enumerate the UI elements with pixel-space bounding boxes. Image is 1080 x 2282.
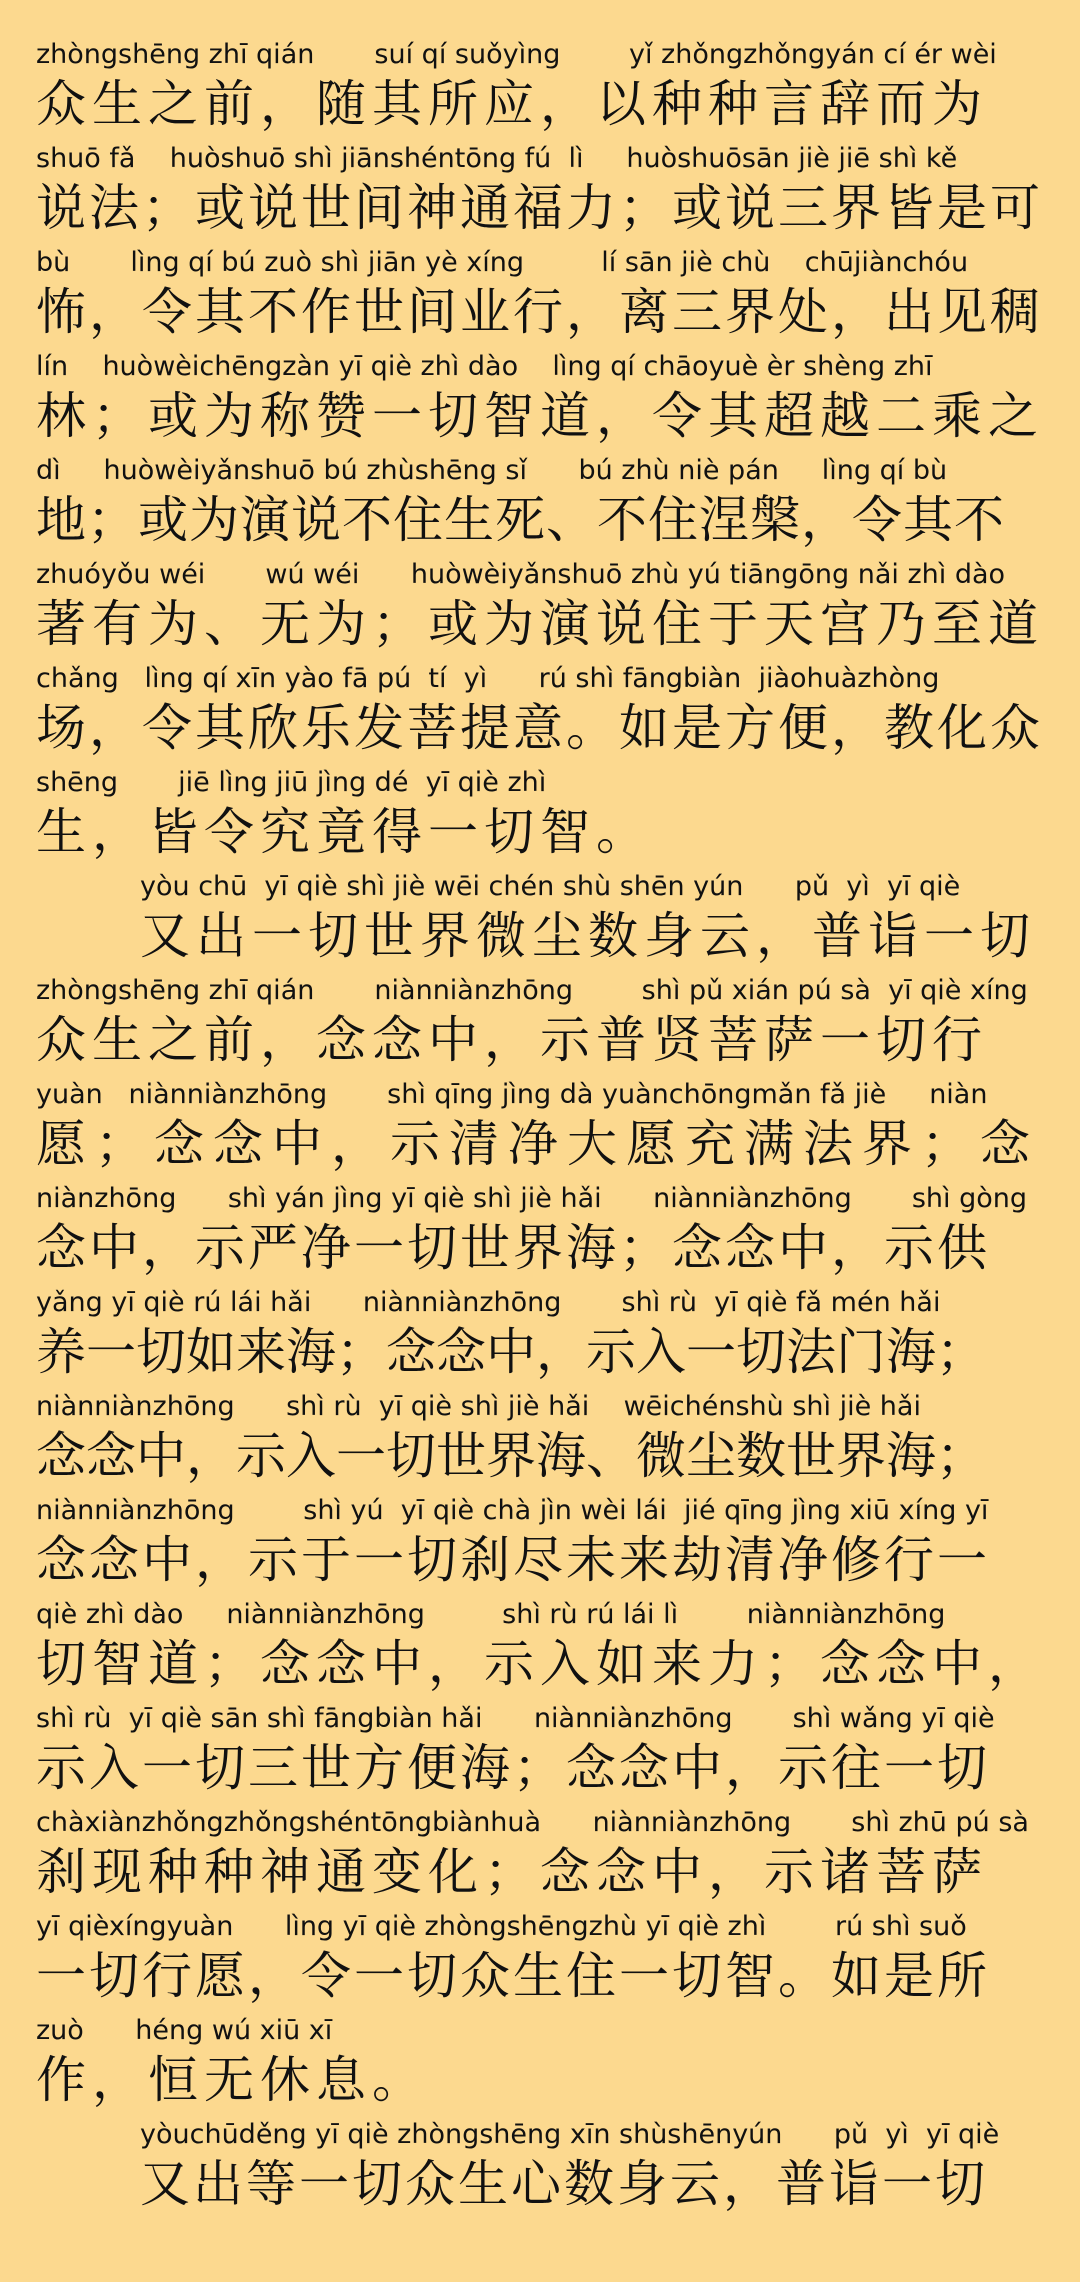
pinyin-line-17: shì rù yī qiè sān shì fāngbiàn hǎi niànniànzhōng shì wǎng yī qiè [36, 1703, 995, 1734]
pinyin-line-18: chàxiànzhǒngzhǒngshéntōngbiànhuà niànniànzhōng shì zhū pú sà [36, 1807, 1029, 1838]
hanzi-line-11: 愿；念念中，示清净大愿充满法界；念 [36, 1115, 1039, 1173]
pinyin-line-12: niànzhōng shì yán jìng yī qiè shì jiè hǎi niànniànzhōng shì gòng [36, 1183, 1027, 1214]
hanzi-line-17: 示入一切三世方便海；念念中，示往一切 [36, 1739, 990, 1797]
text-line-14 [36, 1392, 1044, 1496]
text-line-9 [140, 872, 1044, 976]
pinyin-line-11: yuàn niànniànzhōng shì qīng jìng dà yuànchōngmǎn fǎ jiè niàn [36, 1079, 988, 1110]
pinyin-line-1: zhòngshēng zhī qián suí qí suǒyìng yǐ zhǒngzhǒngyán cí ér wèi [36, 39, 997, 70]
text-line-8 [36, 768, 1044, 872]
text-line-7 [36, 664, 1044, 768]
pinyin-line-21: yòuchūděng yī qiè zhòngshēng xīn shùshēnyún pǔ yì yī qiè [140, 2119, 1000, 2150]
hanzi-line-2: 说法；或说世间神通福力；或说三界皆是可 [36, 179, 1043, 237]
hanzi-line-7: 场，令其欣乐发菩提意。如是方便，教化众 [36, 699, 1043, 757]
pinyin-line-7: chǎng lìng qí xīn yào fā pú tí yì rú shì fāngbiàn jiàohuàzhòng [36, 663, 940, 694]
text-line-11 [36, 1080, 1044, 1184]
pinyin-line-6: zhuóyǒu wéi wú wéi huòwèiyǎnshuō zhù yú tiāngōng nǎi zhì dào [36, 559, 1006, 590]
text-line-17 [36, 1704, 1044, 1808]
hanzi-line-21: 又出等一切众生心数身云，普诣一切 [140, 2155, 988, 2213]
text-line-19 [36, 1912, 1044, 2016]
hanzi-line-3: 怖，令其不作世间业行，离三界处，出见稠 [36, 283, 1043, 341]
pinyin-line-5: dì huòwèiyǎnshuō bú zhùshēng sǐ bú zhù niè pán lìng qí bù [36, 455, 948, 486]
pinyin-line-4: lín huòwèichēngzàn yī qiè zhì dào lìng qí chāoyuè èr shèng zhī [36, 351, 933, 382]
text-line-4 [36, 352, 1044, 456]
pinyin-line-16: qiè zhì dào niànniànzhōng shì rù rú lái lì niànniànzhōng [36, 1599, 946, 1630]
text-line-3 [36, 248, 1044, 352]
text-line-15 [36, 1496, 1044, 1600]
pinyin-line-15: niànniànzhōng shì yú yī qiè chà jìn wèi lái jié qīng jìng xiū xíng yī [36, 1495, 989, 1526]
text-line-2 [36, 144, 1044, 248]
hanzi-line-4: 林；或为称赞一切智道，令其超越二乘之 [36, 387, 1044, 445]
text-line-13 [36, 1288, 1044, 1392]
hanzi-line-5: 地；或为演说不住生死、不住涅槃，令其不 [36, 491, 1005, 549]
text-line-5 [36, 456, 1044, 560]
pinyin-line-2: shuō fǎ huòshuō shì jiānshéntōng fú lì huòshuōsān jiè jiē shì kě [36, 143, 958, 174]
pinyin-line-20: zuò héng wú xiū xī [36, 2015, 333, 2046]
text-line-16 [36, 1600, 1044, 1704]
hanzi-line-12: 念中，示严净一切世界海；念念中，示供 [36, 1219, 990, 1277]
hanzi-line-18: 刹现种种神通变化；念念中，示诸菩萨 [36, 1843, 988, 1901]
pinyin-line-9: yòu chū yī qiè shì jiè wēi chén shù shēn yún pǔ yì yī qiè [140, 871, 961, 902]
hanzi-line-15: 念念中，示于一切刹尽未来劫清净修行一 [36, 1531, 990, 1589]
hanzi-line-10: 众生之前，念念中，示普贤菩萨一切行 [36, 1011, 988, 1069]
text-line-10 [36, 976, 1044, 1080]
text-line-20 [36, 2016, 1044, 2120]
text-line-1 [36, 40, 1044, 144]
text-line-18 [36, 1808, 1044, 1912]
text-line-12 [36, 1184, 1044, 1288]
pinyin-line-19: yī qièxíngyuàn lìng yī qiè zhòngshēngzhù yī qiè zhì rú shì suǒ [36, 1911, 967, 1942]
pinyin-line-14: niànniànzhōng shì rù yī qiè shì jiè hǎi wēichénshù shì jiè hǎi [36, 1391, 921, 1422]
hanzi-line-13: 养一切如来海；念念中，示入一切法门海； [36, 1323, 986, 1381]
pinyin-line-13: yǎng yī qiè rú lái hǎi niànniànzhōng shì rù yī qiè fǎ mén hǎi [36, 1287, 941, 1318]
hanzi-line-6: 著有为、无为；或为演说住于天宫乃至道 [36, 595, 1044, 653]
pinyin-line-10: zhòngshēng zhī qián niànniànzhōng shì pǔ xián pú sà yī qiè xíng [36, 975, 1028, 1006]
hanzi-line-1: 众生之前，随其所应，以种种言辞而为 [36, 75, 988, 133]
hanzi-line-19: 一切行愿，令一切众生住一切智。如是所 [36, 1947, 990, 2005]
hanzi-line-8: 生，皆令究竟得一切智。 [36, 803, 652, 861]
hanzi-line-16: 切智道；念念中，示入如来力；念念中， [36, 1635, 1044, 1693]
hanzi-line-9: 又出一切世界微尘数身云，普诣一切 [140, 907, 1036, 965]
hanzi-line-14: 念念中，示入一切世界海、微尘数世界海； [36, 1427, 986, 1485]
pinyin-line-3: bù lìng qí bú zuò shì jiān yè xíng lí sān jiè chù chūjiànchóu [36, 247, 969, 278]
hanzi-line-20: 作，恒无休息。 [36, 2051, 428, 2109]
text-line-21 [140, 2120, 1044, 2224]
pinyin-line-8: shēng jiē lìng jiū jìng dé yī qiè zhì [36, 767, 547, 798]
text-line-6 [36, 560, 1044, 664]
